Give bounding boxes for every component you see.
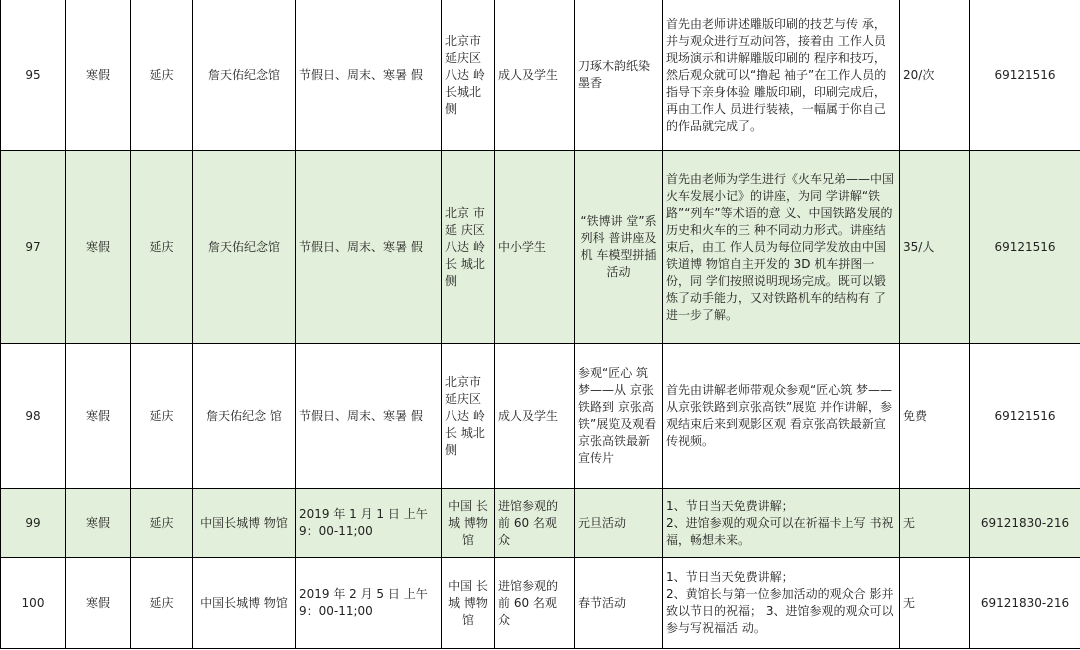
cell-district: 延庆 [131, 344, 193, 489]
cell-fee: 无 [900, 558, 970, 649]
cell-audience: 中小学生 [495, 151, 575, 344]
cell-audience: 成人及学生 [495, 0, 575, 151]
cell-description: 1、节日当天免费讲解； 2、黄馆长与第一位参加活动的观众合 影并致以节日的祝福； 3、进馆参观的观众可以参与写祝福活 动。 [663, 558, 900, 649]
cell-audience: 成人及学生 [495, 344, 575, 489]
cell-time: 2019 年 2 月 5 日 上午 9：00-11;00 [296, 558, 442, 649]
table-row [1, 151, 1080, 344]
cell-address: 北京 市 延 庆区 八达 岭 长 城北 侧 [442, 151, 495, 344]
cell-description: 1、节日当天免费讲解； 2、进馆参观的观众可以在祈福卡上写 书祝福，畅想未来。 [663, 489, 900, 558]
cell-venue: 詹天佑纪念馆 [193, 0, 296, 151]
cell-district: 延庆 [131, 489, 193, 558]
cell-address: 北京市 延庆区 八达 岭 长 城北 侧 [442, 344, 495, 489]
cell-no: 98 [1, 344, 66, 489]
cell-address: 中国 长 城 博物 馆 [442, 489, 495, 558]
cell-fee: 免费 [900, 344, 970, 489]
cell-time: 节假日、周末、寒暑 假 [296, 0, 442, 151]
cell-address: 北京市 延庆区 八达 岭长城北侧 [442, 0, 495, 151]
cell-phone: 69121830-216 [970, 489, 1080, 558]
cell-venue: 中国长城博 物馆 [193, 558, 296, 649]
cell-audience: 进馆参观的 前 60 名观 众 [495, 489, 575, 558]
cell-description: 首先由讲解老师带观众参观“匠心筑 梦——从京张铁路到京张高铁”展览 并作讲解，参观结束后来到观影区观 看京张高铁最新宣传视频。 [663, 344, 900, 489]
cell-district: 延庆 [131, 151, 193, 344]
cell-venue: 詹天佑纪念馆 [193, 151, 296, 344]
cell-time: 节假日、周末、寒暑 假 [296, 151, 442, 344]
cell-season: 寒假 [66, 558, 131, 649]
cell-season: 寒假 [66, 489, 131, 558]
cell-district: 延庆 [131, 0, 193, 151]
cell-venue: 詹天佑纪念 馆 [193, 344, 296, 489]
cell-no: 100 [1, 558, 66, 649]
cell-fee: 35/人 [900, 151, 970, 344]
cell-season: 寒假 [66, 0, 131, 151]
cell-time: 节假日、周末、寒暑 假 [296, 344, 442, 489]
cell-activity: 参观“匠心 筑梦——从 京张铁路到 京张高铁”展览及观看 京张高铁最新宣传片 [575, 344, 663, 489]
cell-fee: 无 [900, 489, 970, 558]
table-row [1, 344, 1080, 489]
cell-activity: 春节活动 [575, 558, 663, 649]
cell-address: 中国 长 城 博物 馆 [442, 558, 495, 649]
cell-activity: “铁博讲 堂”系列科 普讲座及机 车模型拼插 活动 [575, 151, 663, 344]
table-row [1, 489, 1080, 558]
cell-season: 寒假 [66, 344, 131, 489]
cell-fee: 20/次 [900, 0, 970, 151]
cell-description: 首先由老师为学生进行《火车兄弟——中国火车发展小记》的讲座，为同 学讲解“铁路”“列车”等术语的意 义、中国铁路发展的历史和火车的三 种不同动力形式。讲座结束后，由工 作人员为每位同学发放由中国铁道博 物馆自主开发的 3D 机车拼图一份，同 学们按照说明现场完成。既可以锻炼了动手能力，又对铁路机车的结构有 了进一步了解。 [663, 151, 900, 344]
cell-no: 95 [1, 0, 66, 151]
cell-season: 寒假 [66, 151, 131, 344]
cell-time: 2019 年 1 月 1 日 上午 9：00-11;00 [296, 489, 442, 558]
table-row [1, 558, 1080, 649]
cell-activity: 元旦活动 [575, 489, 663, 558]
cell-phone: 69121830-216 [970, 558, 1080, 649]
cell-audience: 进馆参观的 前 60 名观 众 [495, 558, 575, 649]
cell-no: 99 [1, 489, 66, 558]
cell-description: 首先由老师讲述雕版印刷的技艺与传 承，并与观众进行互动问答，接着由 工作人员现场演示和讲解雕版印刷的 程序和技巧，然后观众就可以“撸起 袖子”在工作人员的指导下亲身体验 雕版印刷，印刷完成后，再由工作人 员进行装裱，一幅属于你自己的作品就完成了。 [663, 0, 900, 151]
cell-no: 97 [1, 151, 66, 344]
cell-phone: 69121516 [970, 0, 1080, 151]
table-row [1, 0, 1080, 151]
cell-district: 延庆 [131, 558, 193, 649]
cell-phone: 69121516 [970, 344, 1080, 489]
cell-venue: 中国长城博 物馆 [193, 489, 296, 558]
cell-phone: 69121516 [970, 151, 1080, 344]
cell-activity: 刀琢木韵纸染墨香 [575, 0, 663, 151]
